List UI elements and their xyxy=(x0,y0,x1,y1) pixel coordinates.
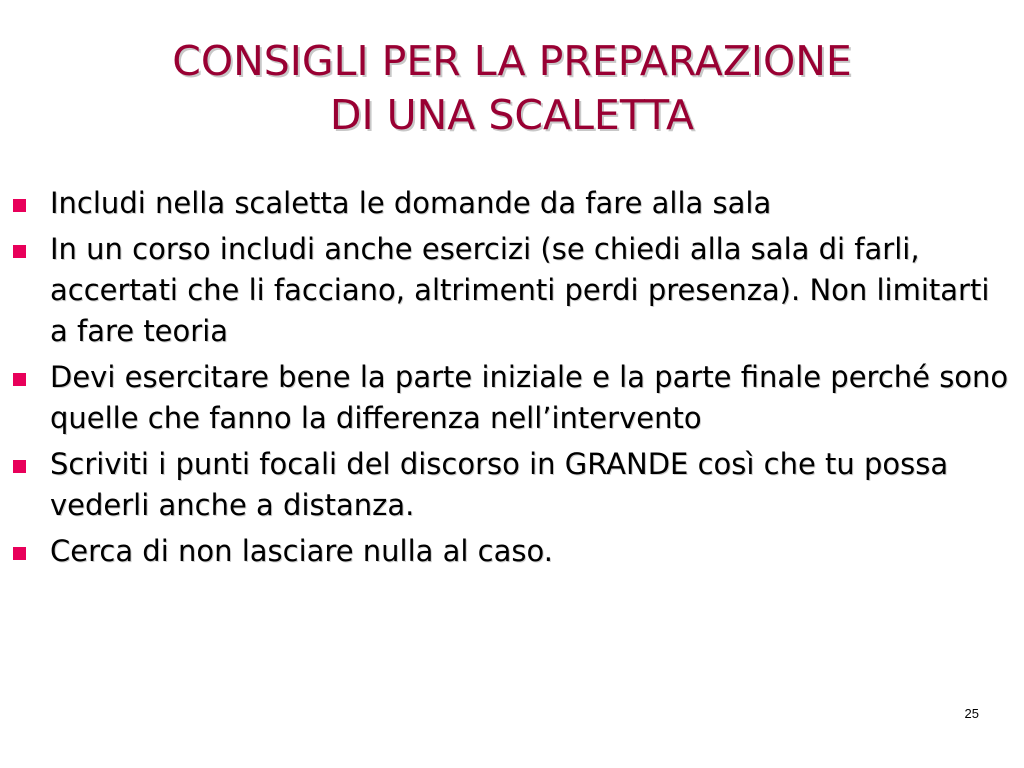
bullet-item xyxy=(12,357,1012,439)
bullet-item xyxy=(12,229,1012,352)
bullet-text: Scriviti i punti focali del discorso in GRANDE così che tu possa vederli anche a distanza. xyxy=(50,447,949,522)
bullet-text: Cerca di non lasciare nulla al caso. xyxy=(50,534,553,568)
slide-title-line-1: CONSIGLI PER LA PREPARAZIONE xyxy=(172,37,852,85)
bullet-item xyxy=(12,531,1012,572)
slide-title xyxy=(0,34,1024,142)
bullet-item xyxy=(12,183,1012,224)
square-bullet-icon xyxy=(13,373,26,386)
square-bullet-icon xyxy=(13,460,26,473)
bullet-text: In un corso includi anche esercizi (se chiedi alla sala di farli, accertati che li facciano, altrimenti perdi presenza). Non limitarti a fare teoria xyxy=(50,232,990,348)
bullet-text: Includi nella scaletta le domande da fare alla sala xyxy=(50,186,772,220)
bullet-text: Devi esercitare bene la parte iniziale e la parte finale perché sono quelle che fanno la differenza nell’intervento xyxy=(50,360,1009,435)
bullet-list xyxy=(12,183,1012,577)
square-bullet-icon xyxy=(13,245,26,258)
slide-title-line-2: DI UNA SCALETTA xyxy=(329,91,695,139)
page-number: 25 xyxy=(964,706,979,721)
square-bullet-icon xyxy=(13,199,26,212)
bullet-item xyxy=(12,444,1012,526)
square-bullet-icon xyxy=(13,547,26,560)
